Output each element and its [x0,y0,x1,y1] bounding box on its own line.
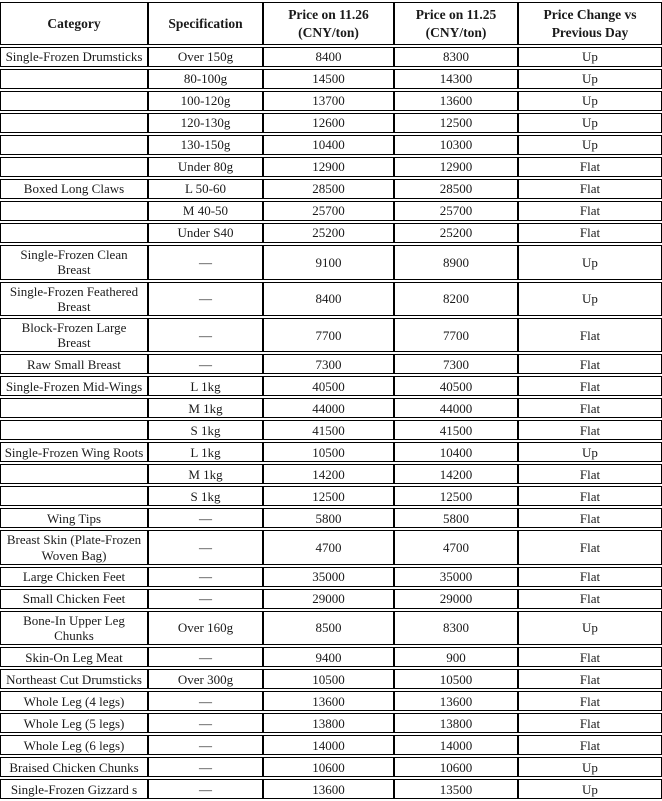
category-cell: Boxed Long Claws [0,179,148,199]
change-cell: Flat [518,647,662,667]
price-1126-cell: 12600 [263,113,394,133]
price-table-header [0,2,662,45]
price-1126-cell: 4700 [263,530,394,564]
price-1126-cell: 13800 [263,713,394,733]
table-row [0,376,662,396]
category-cell: Breast Skin (Plate-Frozen Woven Bag) [0,530,148,564]
price-1125-cell: 28500 [394,179,518,199]
price-1126-cell: 28500 [263,179,394,199]
specification-cell: M 1kg [148,464,263,484]
price-1125-cell: 8900 [394,245,518,279]
table-row [0,91,662,111]
specification-cell: Over 160g [148,611,263,645]
specification-cell: Over 300g [148,669,263,689]
category-cell [0,201,148,221]
table-row [0,47,662,67]
header-price-1125: Price on 11.25 (CNY/ton) [394,2,518,45]
change-cell: Flat [518,713,662,733]
category-cell: Whole Leg (5 legs) [0,713,148,733]
category-cell: Raw Small Breast [0,354,148,374]
change-cell: Up [518,779,662,799]
header-price-1126: Price on 11.26 (CNY/ton) [263,2,394,45]
change-cell: Flat [518,530,662,564]
price-1125-cell: 40500 [394,376,518,396]
price-1126-cell: 9100 [263,245,394,279]
specification-cell: S 1kg [148,420,263,440]
table-row [0,354,662,374]
table-row [0,201,662,221]
specification-cell: 80-100g [148,69,263,89]
table-row [0,398,662,418]
price-1125-cell: 25700 [394,201,518,221]
price-1125-cell: 35000 [394,567,518,587]
change-cell: Flat [518,589,662,609]
specification-cell: — [148,354,263,374]
table-row [0,713,662,733]
price-1125-cell: 13600 [394,91,518,111]
category-cell [0,398,148,418]
change-cell: Flat [518,486,662,506]
table-row [0,157,662,177]
category-cell: Wing Tips [0,508,148,528]
change-cell: Flat [518,735,662,755]
price-table-body [0,47,662,799]
table-row [0,567,662,587]
category-cell: Single-Frozen Drumsticks [0,47,148,67]
change-cell: Up [518,757,662,777]
category-cell: Bone-In Upper Leg Chunks [0,611,148,645]
price-1125-cell: 14000 [394,735,518,755]
price-1125-cell: 44000 [394,398,518,418]
price-1126-cell: 14500 [263,69,394,89]
table-row [0,223,662,243]
table-row [0,318,662,352]
price-1125-cell: 7700 [394,318,518,352]
price-1126-cell: 40500 [263,376,394,396]
price-1126-cell: 25200 [263,223,394,243]
specification-cell: M 40-50 [148,201,263,221]
category-cell: Large Chicken Feet [0,567,148,587]
specification-cell: L 1kg [148,442,263,462]
category-cell: Whole Leg (6 legs) [0,735,148,755]
specification-cell: — [148,245,263,279]
specification-cell: 100-120g [148,91,263,111]
specification-cell: — [148,589,263,609]
price-1126-cell: 10500 [263,442,394,462]
header-change: Price Change vs Previous Day [518,2,662,45]
specification-cell: L 1kg [148,376,263,396]
category-cell [0,223,148,243]
table-row [0,757,662,777]
specification-cell: M 1kg [148,398,263,418]
header-row [0,2,662,45]
price-1125-cell: 10400 [394,442,518,462]
category-cell: Braised Chicken Chunks [0,757,148,777]
category-cell [0,420,148,440]
change-cell: Up [518,47,662,67]
price-1126-cell: 7300 [263,354,394,374]
category-cell [0,69,148,89]
price-1125-cell: 25200 [394,223,518,243]
change-cell: Up [518,69,662,89]
table-row [0,486,662,506]
change-cell: Flat [518,179,662,199]
category-cell: Single-Frozen Mid-Wings [0,376,148,396]
table-row [0,530,662,564]
change-cell: Flat [518,398,662,418]
specification-cell: Under S40 [148,223,263,243]
price-1126-cell: 25700 [263,201,394,221]
category-cell: Small Chicken Feet [0,589,148,609]
price-1126-cell: 29000 [263,589,394,609]
price-1126-cell: 12900 [263,157,394,177]
price-1125-cell: 14200 [394,464,518,484]
change-cell: Flat [518,567,662,587]
price-1125-cell: 8300 [394,611,518,645]
table-row [0,69,662,89]
specification-cell: — [148,757,263,777]
category-cell [0,135,148,155]
price-1126-cell: 13600 [263,691,394,711]
price-1126-cell: 41500 [263,420,394,440]
category-cell [0,91,148,111]
price-1126-cell: 8500 [263,611,394,645]
table-row [0,669,662,689]
price-1126-cell: 8400 [263,282,394,316]
table-row [0,420,662,440]
price-1125-cell: 900 [394,647,518,667]
price-1125-cell: 29000 [394,589,518,609]
price-1126-cell: 10600 [263,757,394,777]
price-1126-cell: 7700 [263,318,394,352]
table-row [0,691,662,711]
category-cell [0,486,148,506]
price-1125-cell: 41500 [394,420,518,440]
header-category: Category [0,2,148,45]
category-cell: Single-Frozen Wing Roots [0,442,148,462]
price-1125-cell: 4700 [394,530,518,564]
category-cell: Skin-On Leg Meat [0,647,148,667]
change-cell: Flat [518,318,662,352]
change-cell: Up [518,245,662,279]
specification-cell: — [148,647,263,667]
change-cell: Flat [518,464,662,484]
price-1125-cell: 12500 [394,486,518,506]
specification-cell: — [148,691,263,711]
price-1125-cell: 12500 [394,113,518,133]
price-1126-cell: 13600 [263,779,394,799]
table-row [0,589,662,609]
specification-cell: — [148,713,263,733]
category-cell: Whole Leg (4 legs) [0,691,148,711]
price-1125-cell: 10300 [394,135,518,155]
table-row [0,508,662,528]
change-cell: Flat [518,157,662,177]
price-1125-cell: 5800 [394,508,518,528]
price-1125-cell: 8200 [394,282,518,316]
category-cell: Single-Frozen Feathered Breast [0,282,148,316]
change-cell: Flat [518,201,662,221]
category-cell: Block-Frozen Large Breast [0,318,148,352]
specification-cell: 130-150g [148,135,263,155]
header-specification: Specification [148,2,263,45]
category-cell: Single-Frozen Clean Breast [0,245,148,279]
price-1125-cell: 10500 [394,669,518,689]
specification-cell: — [148,318,263,352]
price-1126-cell: 10500 [263,669,394,689]
specification-cell: L 50-60 [148,179,263,199]
change-cell: Flat [518,223,662,243]
price-1125-cell: 8300 [394,47,518,67]
change-cell: Flat [518,376,662,396]
change-cell: Flat [518,669,662,689]
price-1125-cell: 12900 [394,157,518,177]
specification-cell: — [148,508,263,528]
table-row [0,245,662,279]
category-cell [0,113,148,133]
category-cell: Single-Frozen Gizzard s [0,779,148,799]
category-cell: Northeast Cut Drumsticks [0,669,148,689]
table-row [0,135,662,155]
price-1126-cell: 13700 [263,91,394,111]
specification-cell: — [148,779,263,799]
price-1125-cell: 13500 [394,779,518,799]
specification-cell: — [148,530,263,564]
specification-cell: S 1kg [148,486,263,506]
table-row [0,179,662,199]
table-row [0,611,662,645]
specification-cell: — [148,567,263,587]
category-cell [0,464,148,484]
price-1126-cell: 14200 [263,464,394,484]
table-row [0,282,662,316]
price-1126-cell: 10400 [263,135,394,155]
price-1125-cell: 13800 [394,713,518,733]
change-cell: Up [518,91,662,111]
price-1125-cell: 13600 [394,691,518,711]
price-1125-cell: 7300 [394,354,518,374]
price-1126-cell: 14000 [263,735,394,755]
price-1126-cell: 44000 [263,398,394,418]
change-cell: Flat [518,691,662,711]
specification-cell: Over 150g [148,47,263,67]
specification-cell: Under 80g [148,157,263,177]
change-cell: Up [518,135,662,155]
change-cell: Flat [518,508,662,528]
change-cell: Flat [518,354,662,374]
table-row [0,113,662,133]
change-cell: Up [518,282,662,316]
table-row [0,779,662,799]
price-1126-cell: 5800 [263,508,394,528]
change-cell: Up [518,113,662,133]
table-row [0,442,662,462]
specification-cell: — [148,735,263,755]
price-1126-cell: 35000 [263,567,394,587]
specification-cell: — [148,282,263,316]
price-1125-cell: 10600 [394,757,518,777]
change-cell: Up [518,442,662,462]
specification-cell: 120-130g [148,113,263,133]
price-1126-cell: 12500 [263,486,394,506]
table-row [0,464,662,484]
category-cell [0,157,148,177]
price-1125-cell: 14300 [394,69,518,89]
table-row [0,735,662,755]
price-1126-cell: 9400 [263,647,394,667]
price-1126-cell: 8400 [263,47,394,67]
table-row [0,647,662,667]
change-cell: Up [518,611,662,645]
change-cell: Flat [518,420,662,440]
